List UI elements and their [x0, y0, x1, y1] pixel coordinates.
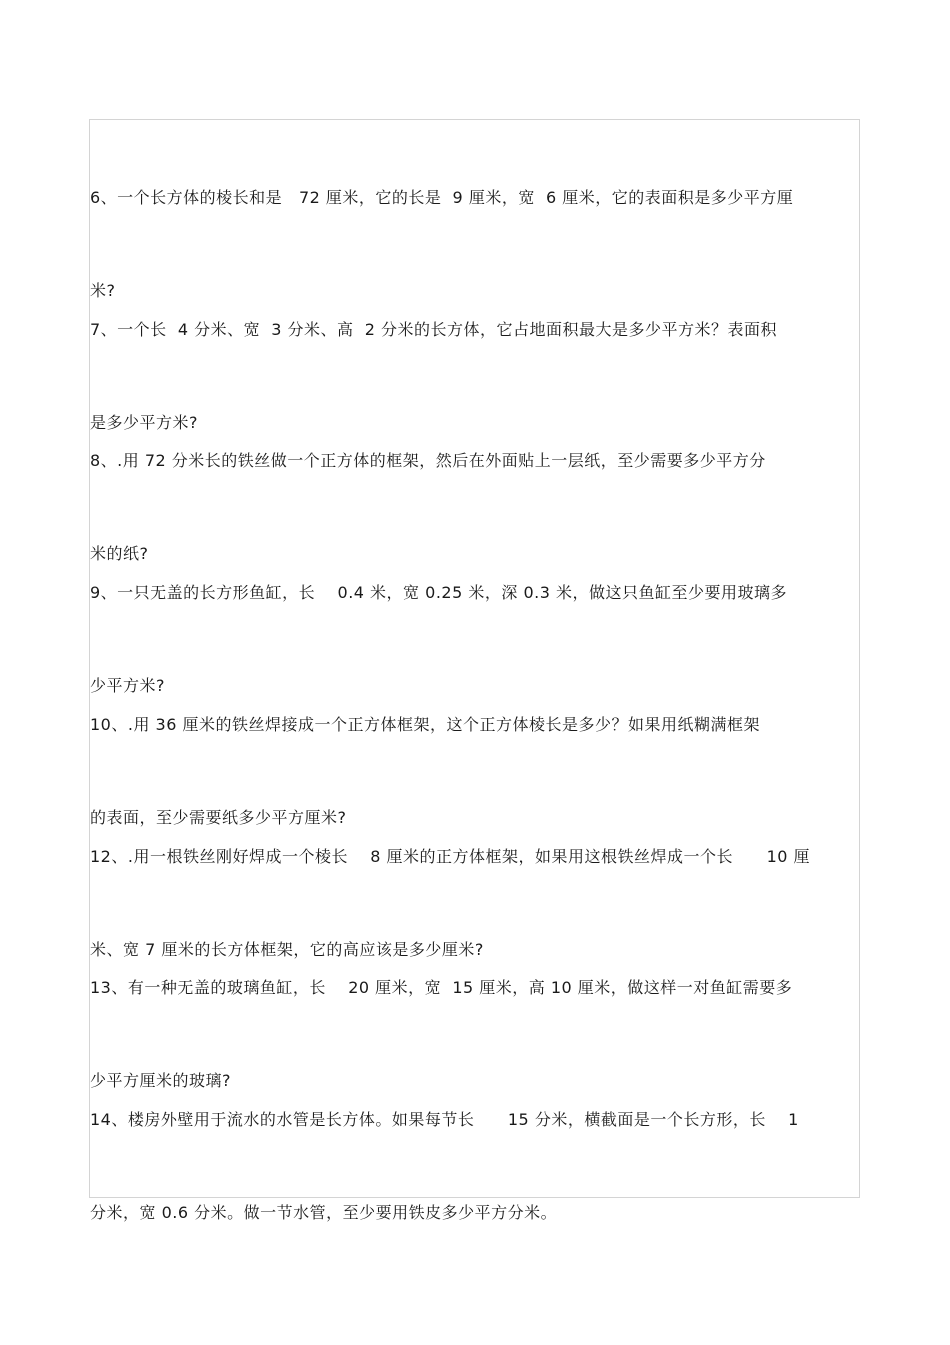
question-14: [90, 1042, 860, 1259]
question-line: 少平方米?: [90, 676, 165, 695]
question-line: 少平方厘米的玻璃?: [90, 1071, 231, 1090]
question-line: 米?: [90, 281, 116, 300]
question-line: 13、有一种无盖的玻璃鱼缸，长 20 厘米，宽 15 厘米，高 10 厘米，做这样一对鱼缸需要多: [90, 978, 793, 997]
question-line: 8、.用 72 分米长的铁丝做一个正方体的框架，然后在外面贴上一层纸，至少需要多少平方分: [90, 451, 766, 470]
question-line: 7、一个长 4 分米、宽 3 分米、高 2 分米的长方体，它占地面积最大是多少平方米？表面积: [90, 320, 777, 339]
question-line: 米、宽 7 厘米的长方体框架，它的高应该是多少厘米?: [90, 940, 484, 959]
question-line: 6、一个长方体的棱长和是 72 厘米，它的长是 9 厘米，宽 6 厘米，它的表面积是多少平方厘: [90, 188, 794, 207]
question-line: 分米，宽 0.6 分米。做一节水管，至少要用铁皮多少平方分米。: [90, 1203, 558, 1222]
question-line: 12、.用一根铁丝刚好焊成一个棱长 8 厘米的正方体框架，如果用这根铁丝焊成一个长 10 厘: [90, 847, 811, 866]
question-line: 米的纸?: [90, 544, 149, 563]
question-line: 是多少平方米?: [90, 413, 198, 432]
question-line: 10、.用 36 厘米的铁丝焊接成一个正方体框架，这个正方体棱长是多少？如果用纸糊满框架: [90, 715, 760, 734]
question-line: 9、一只无盖的长方形鱼缸，长 0.4 米，宽 0.25 米，深 0.3 米，做这只鱼缸至少要用玻璃多: [90, 583, 787, 602]
question-line: 14、楼房外壁用于流水的水管是长方体。如果每节长 15 分米，横截面是一个长方形，长 1: [90, 1110, 799, 1129]
question-line: 的表面，至少需要纸多少平方厘米?: [90, 808, 347, 827]
